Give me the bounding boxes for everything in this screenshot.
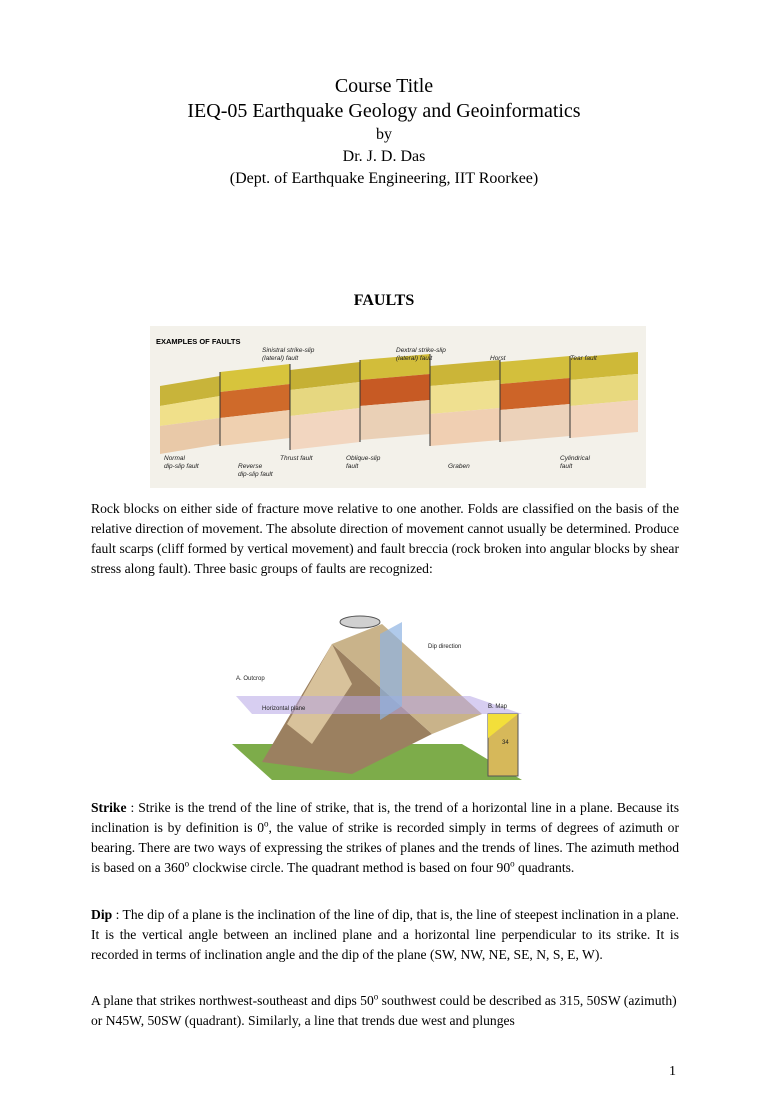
intro-paragraph: Rock blocks on either side of fracture move relative to one another. Folds are classified on the basis of the relative direction of movement. The absolute direction of movement cannot usually be determined. Produce fault scarps (cliff formed by vertical movement) and fault breccia (rock broken into angular blocks by shear stress along fault). Three basic groups of faults are recognized: xyxy=(91,501,679,576)
page-number: 1 xyxy=(669,1064,676,1079)
label-normal-2: dip-slip fault xyxy=(164,463,199,470)
label-cylindrical-2: fault xyxy=(560,463,573,470)
label-outcrop: A. Outcrop xyxy=(236,676,265,682)
section-title: FAULTS xyxy=(353,292,415,309)
plane-example-paragraph xyxy=(91,991,679,1031)
strike-text-3: clockwise circle. The quadrant method is based on four 90 xyxy=(189,860,511,875)
course-name: IEQ-05 Earthquake Geology and Geoinformatics xyxy=(187,100,581,122)
label-reverse-2: dip-slip fault xyxy=(238,471,273,478)
label-dip-direction: Dip direction xyxy=(428,644,462,650)
title-block xyxy=(0,74,768,190)
label-reverse-1: Reverse xyxy=(238,463,263,470)
strike-degree-2: o xyxy=(184,858,190,869)
figure-heading: EXAMPLES OF FAULTS xyxy=(156,337,241,346)
dip-paragraph xyxy=(91,905,679,965)
course-title-label: Course Title xyxy=(334,75,434,97)
dip-term: Dip xyxy=(91,907,113,922)
label-dextral-1: Dextral strike-slip xyxy=(396,347,446,354)
para4-text-1: A plane that strikes northwest-southeast and dips 50 xyxy=(91,993,374,1008)
label-sinistral-2: (lateral) fault xyxy=(262,355,299,362)
author-name: Dr. J. D. Das xyxy=(342,148,426,165)
label-graben: Graben xyxy=(448,463,470,470)
label-horst: Horst xyxy=(490,355,506,362)
label-sinistral-1: Sinistral strike-slip xyxy=(262,347,315,354)
para4-text-2: southwest could be described as 315, 50SW (azimuth) or N45W, 50SW (quadrant). Similarly, a line that trends due west and plunges xyxy=(91,993,677,1028)
strike-text-1: : Strike is the trend of the line of strike, that is, the trend of a horizontal line in a plane. Because its inclination is by definition is 0 xyxy=(91,800,679,835)
label-map-value: 34 xyxy=(502,740,509,746)
label-oblique-2: fault xyxy=(346,463,359,470)
label-map: B. Map xyxy=(488,704,508,710)
author-affiliation: (Dept. of Earthquake Engineering, IIT Roorkee) xyxy=(229,170,539,187)
strike-dip-figure xyxy=(232,614,550,780)
label-dextral-2: (lateral) fault xyxy=(396,355,433,362)
strike-text-4: quadrants. xyxy=(514,860,575,875)
strike-paragraph xyxy=(91,798,679,878)
faults-examples-figure xyxy=(150,326,646,488)
strike-term: Strike xyxy=(91,800,127,815)
strike-degree-1: o xyxy=(264,818,269,829)
label-tear: Tear fault xyxy=(570,355,597,362)
label-horizontal-plane: Horizontal plane xyxy=(262,706,306,712)
strike-degree-3: o xyxy=(510,858,515,869)
label-normal-1: Normal xyxy=(164,455,185,462)
by-label: by xyxy=(376,126,392,143)
dip-text: : The dip of a plane is the inclination of the line of dip, that is, the line of steepest inclination in a plane. It is the vertical angle between an inclined plane and a horizontal line perpendicular to its strike. It is recorded in terms of inclination angle and the dip of the plane (SW, NW, NE, SE, N, S, E, W). xyxy=(91,907,679,962)
strike-text-2: , the value of strike is recorded simply in terms of degrees of azimuth or bearing. There are two ways of expressing the strikes of planes and the trends of lines. The azimuth method is based on a 360 xyxy=(91,820,679,875)
label-oblique-1: Oblique-slip xyxy=(346,455,381,462)
label-thrust: Thrust fault xyxy=(280,455,313,462)
label-cylindrical-1: Cylindrical xyxy=(560,455,590,462)
para4-degree: o xyxy=(373,991,379,1002)
